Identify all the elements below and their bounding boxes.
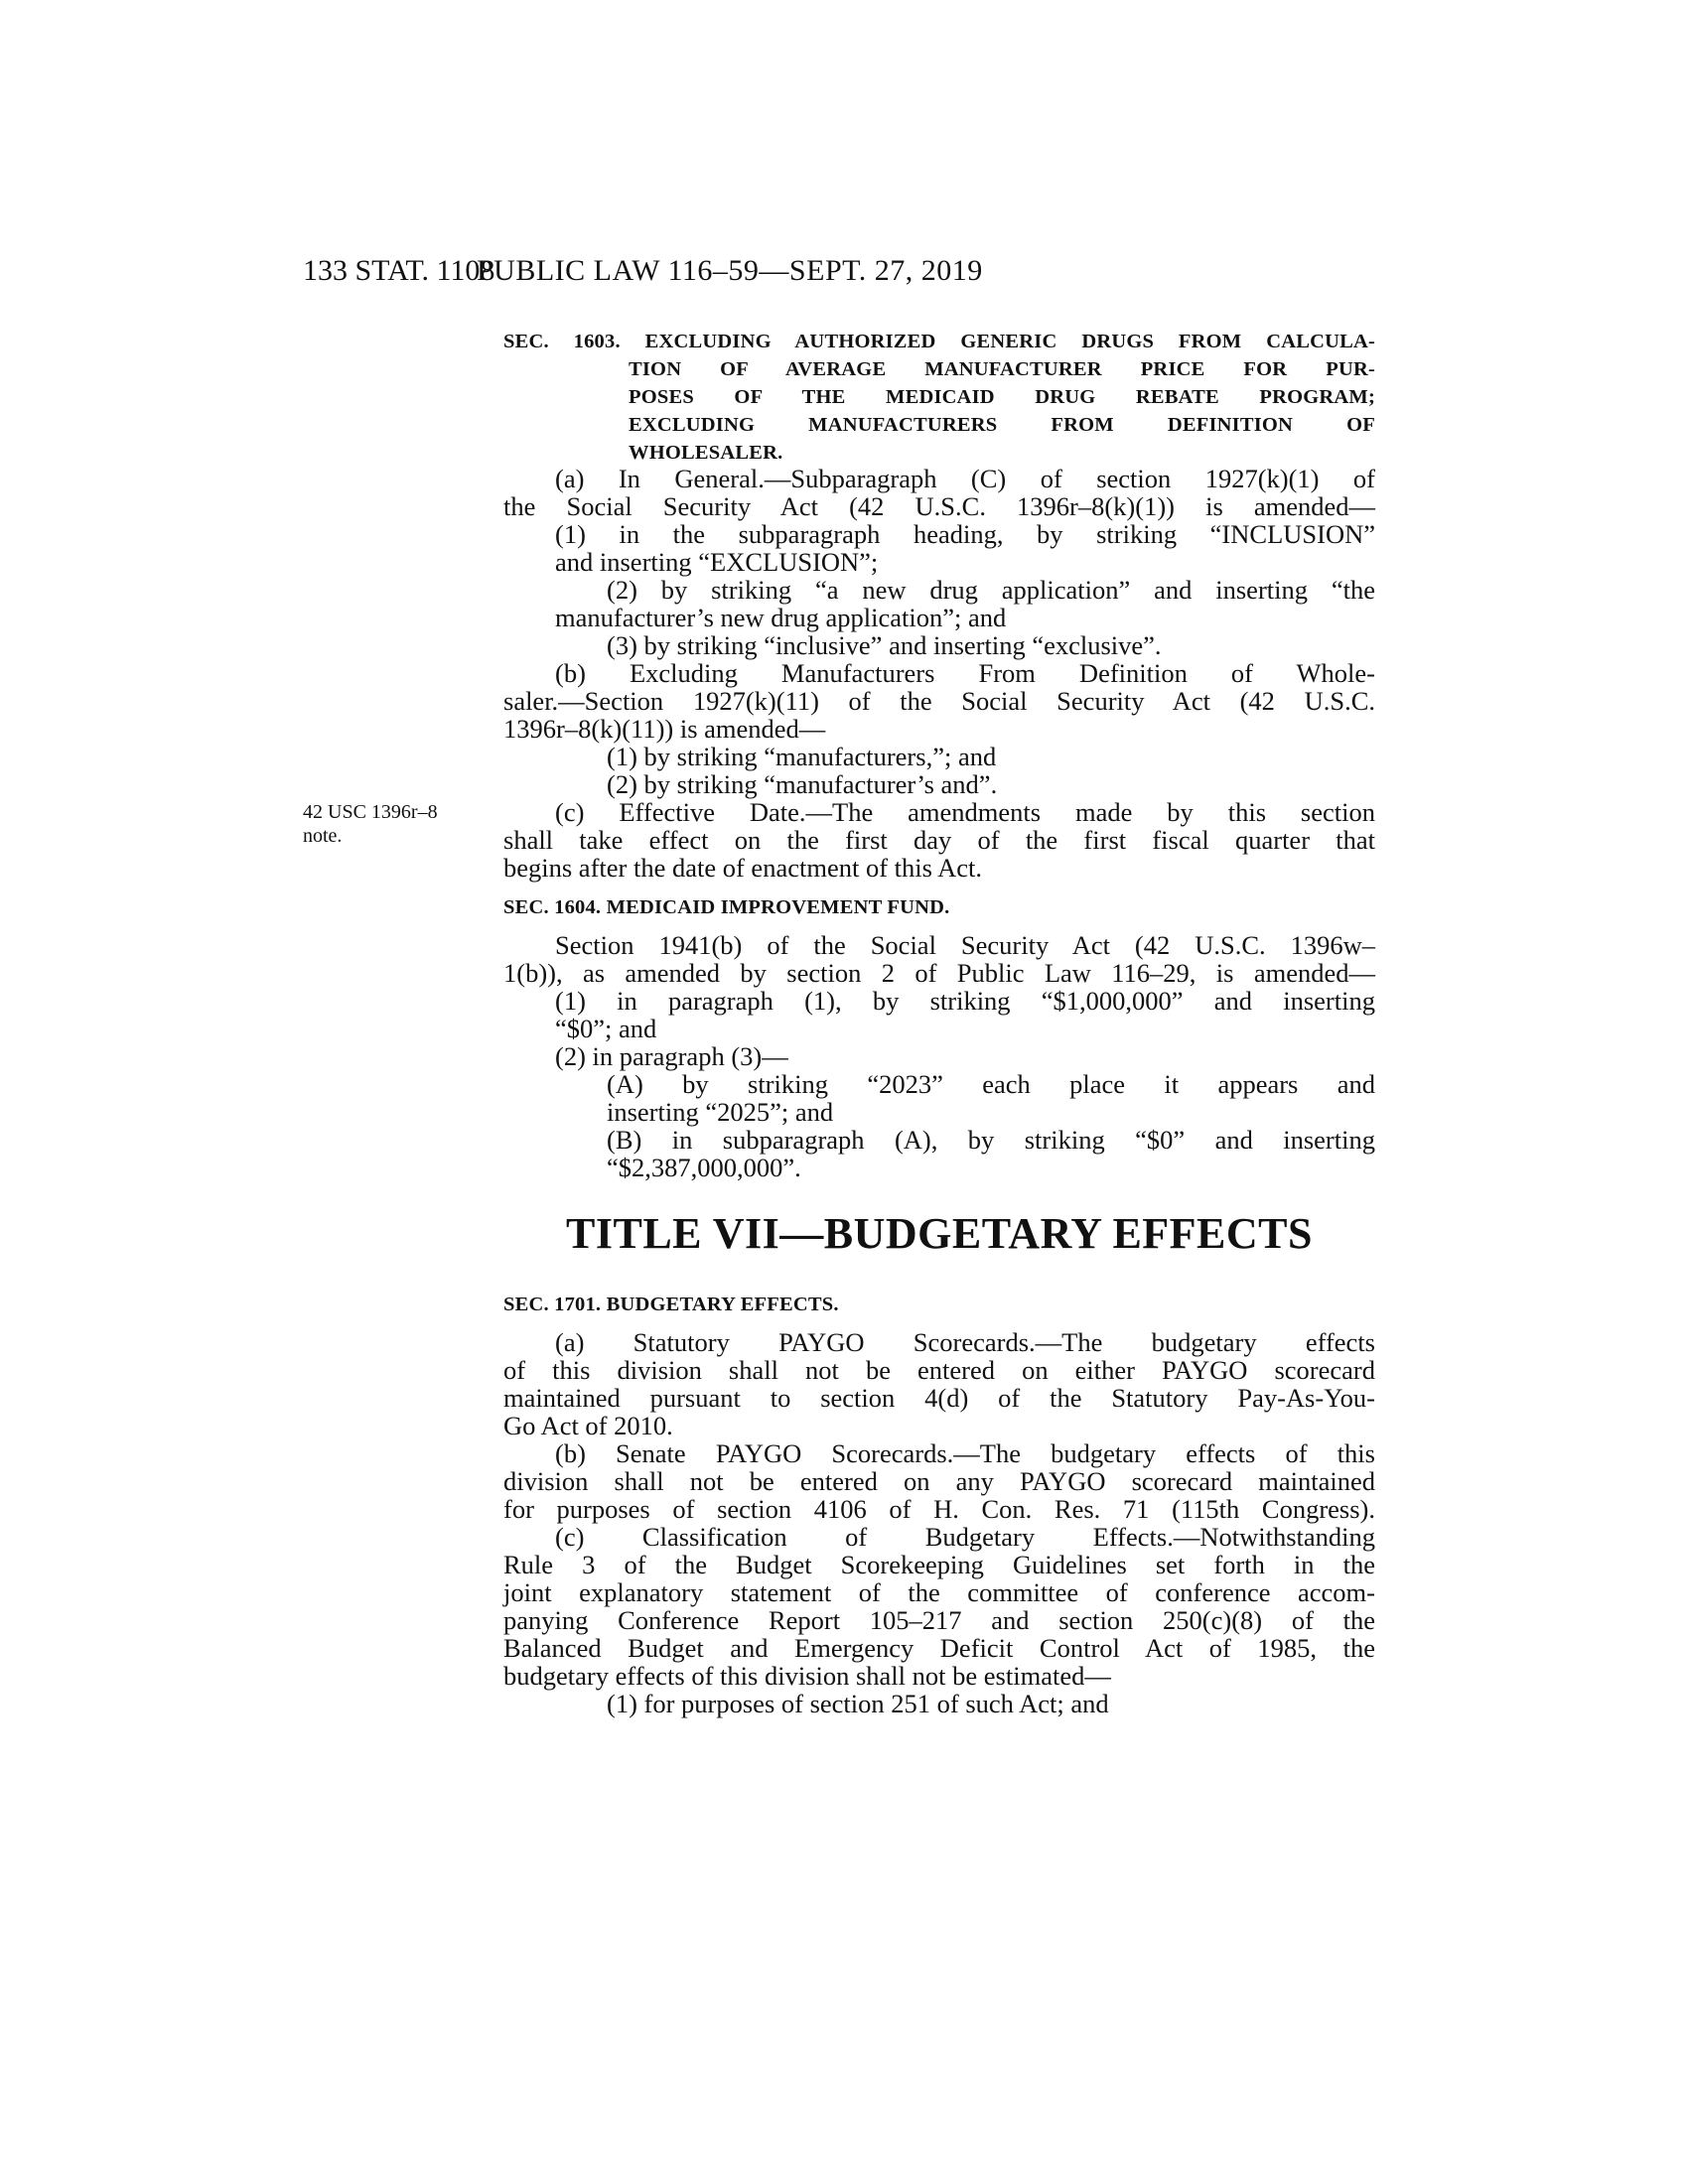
- text-line: budgetary effects of this division shall not be estimated—: [503, 1661, 1111, 1691]
- page-header: [303, 251, 1380, 291]
- text-line: (2) by striking “a new drug application” and inserting “the: [607, 575, 1375, 605]
- text-line: Rule 3 of the Budget Scorekeeping Guidelines set forth in the: [503, 1550, 1375, 1579]
- sec-1701-body: [503, 1328, 1375, 1717]
- heading-line: SEC. 1701. BUDGETARY EFFECTS.: [503, 1294, 839, 1315]
- heading-line: POSES OF THE MEDICAID DRUG REBATE PROGRAM;: [629, 386, 1375, 408]
- sec-1603-body: [503, 465, 1375, 882]
- text-line: 1(b)), as amended by section 2 of Public Law 116–29, is amended—: [503, 958, 1375, 988]
- text-line: (b) Excluding Manufacturers From Definition of Whole-: [555, 658, 1375, 688]
- heading-line: SEC. 1604. MEDICAID IMPROVEMENT FUND.: [503, 896, 950, 918]
- heading-line: WHOLESALER.: [629, 442, 783, 464]
- text-line: (1) by striking “manufacturers,”; and: [607, 742, 997, 771]
- heading-line: TION OF AVERAGE MANUFACTURER PRICE FOR PUR-: [629, 358, 1375, 380]
- text-line: for purposes of section 4106 of H. Con. Res. 71 (115th Congress).: [503, 1494, 1375, 1524]
- public-law-citation: PUBLIC LAW 116–59—SEPT. 27, 2019: [477, 254, 983, 287]
- text-line: Balanced Budget and Emergency Deficit Control Act of 1985, the: [503, 1633, 1375, 1663]
- text-line: the Social Security Act (42 U.S.C. 1396r–8(k)(1)) is amended—: [503, 491, 1375, 521]
- text-line: Section 1941(b) of the Social Security Act (42 U.S.C. 1396w–: [555, 930, 1375, 960]
- text-line: (1) in the subparagraph heading, by striking “INCLUSION”: [555, 519, 1375, 549]
- text-line: division shall not be entered on any PAYGO scorecard maintained: [503, 1466, 1375, 1496]
- text-line: maintained pursuant to section 4(d) of the Statutory Pay-As-You-: [503, 1383, 1375, 1413]
- sec-1604-heading: [503, 893, 1375, 921]
- text-line: (3) by striking “inclusive” and inserting “exclusive”.: [607, 630, 1162, 660]
- sec-1604-body: [503, 931, 1375, 1181]
- text-line: saler.—Section 1927(k)(11) of the Social Security Act (42 U.S.C.: [503, 686, 1375, 716]
- text-line: (2) by striking “manufacturer’s and”.: [607, 769, 998, 799]
- text-line: joint explanatory statement of the committee of conference accom-: [503, 1577, 1375, 1607]
- text-line: “$0”; and: [555, 1014, 657, 1043]
- title-heading: TITLE VII—BUDGETARY EFFECTS: [566, 1209, 1313, 1258]
- text-line: (A) by striking “2023” each place it appears and: [607, 1069, 1375, 1099]
- heading-line: EXCLUDING MANUFACTURERS FROM DEFINITION OF: [629, 414, 1375, 436]
- text-line: (b) Senate PAYGO Scorecards.—The budgetary effects of this: [555, 1438, 1375, 1468]
- text-line: of this division shall not be entered on either PAYGO scorecard: [503, 1355, 1375, 1385]
- text-line: (c) Classification of Budgetary Effects.—Notwithstanding: [555, 1522, 1375, 1552]
- sec-1701-heading: [503, 1291, 1375, 1318]
- sec-1603-heading: [503, 328, 1375, 467]
- text-line: (c) Effective Date.—The amendments made by this section: [555, 797, 1375, 827]
- text-line: “$2,387,000,000”.: [607, 1153, 801, 1182]
- margin-note: [303, 800, 472, 848]
- text-line: (1) in paragraph (1), by striking “$1,000,000” and inserting: [555, 986, 1375, 1016]
- text-line: (a) Statutory PAYGO Scorecards.—The budgetary effects: [555, 1327, 1375, 1357]
- text-line: begins after the date of enactment of this Act.: [503, 853, 982, 883]
- text-line: (a) In General.—Subparagraph (C) of section 1927(k)(1) of: [555, 464, 1375, 493]
- text-line: 1396r–8(k)(11)) is amended—: [503, 714, 826, 744]
- text-line: (2) in paragraph (3)—: [555, 1041, 788, 1071]
- text-line: panying Conference Report 105–217 and section 250(c)(8) of the: [503, 1605, 1375, 1635]
- heading-line: SEC. 1603. EXCLUDING AUTHORIZED GENERIC DRUGS FROM CALCULA-: [503, 331, 1375, 352]
- text-line: inserting “2025”; and: [607, 1097, 834, 1127]
- margin-note-label: note.: [303, 825, 343, 847]
- margin-note-citation: 42 USC 1396r–8: [303, 801, 438, 823]
- text-line: shall take effect on the first day of the first fiscal quarter that: [503, 825, 1375, 855]
- text-line: and inserting “EXCLUSION”;: [555, 547, 879, 577]
- text-line: manufacturer’s new drug application”; and: [555, 603, 1007, 632]
- text-line: (B) in subparagraph (A), by striking “$0” and inserting: [607, 1125, 1375, 1155]
- text-line: Go Act of 2010.: [503, 1411, 673, 1440]
- text-line: (1) for purposes of section 251 of such Act; and: [607, 1689, 1109, 1718]
- stat-page-number: 133 STAT. 1108: [303, 254, 495, 287]
